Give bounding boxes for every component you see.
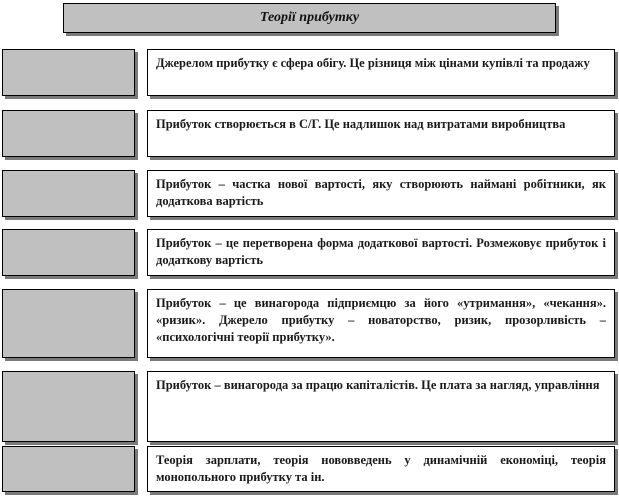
theory-text-box-1: Джерелом прибутку є сфера обігу. Це різниця між цінами купівлі та продажу [147, 49, 615, 96]
theory-text-box-2: Прибуток створюється в С/Г. Це надлишок над витратами виробництва [147, 110, 615, 157]
theory-text-box-5: Прибуток – це винагорода підприємцю за його «утримання», «чекання». «ризик». Джерело прибутку – новаторство, ризик, прозорливість – «психологічні теорії прибутку». [147, 289, 615, 358]
diagram-title: Теорії прибутку [259, 10, 360, 25]
theory-label-box-3 [2, 170, 135, 217]
theory-text-box-6: Прибуток – винагорода за працю капіталістів. Це плата за нагляд, управління [147, 371, 615, 442]
diagram-title-box [63, 3, 556, 33]
theory-text-box-4: Прибуток – це перетворена форма додаткової вартості. Розмежовує прибуток і додаткову вартість [147, 229, 615, 276]
theory-text-box-3: Прибуток – частка нової вартості, яку створюють наймані робітники, як додаткова вартість [147, 170, 615, 217]
theory-label-box-6 [2, 371, 135, 442]
theory-text-box-7: Теорія зарплати, теорія нововведень у динамічній економіці, теорія монопольного прибутку та ін. [147, 446, 615, 492]
theory-label-box-2 [2, 110, 135, 157]
theory-label-box-1 [2, 49, 135, 96]
theory-label-box-5 [2, 289, 135, 358]
theory-label-box-4 [2, 229, 135, 276]
theory-label-box-7 [2, 446, 135, 492]
